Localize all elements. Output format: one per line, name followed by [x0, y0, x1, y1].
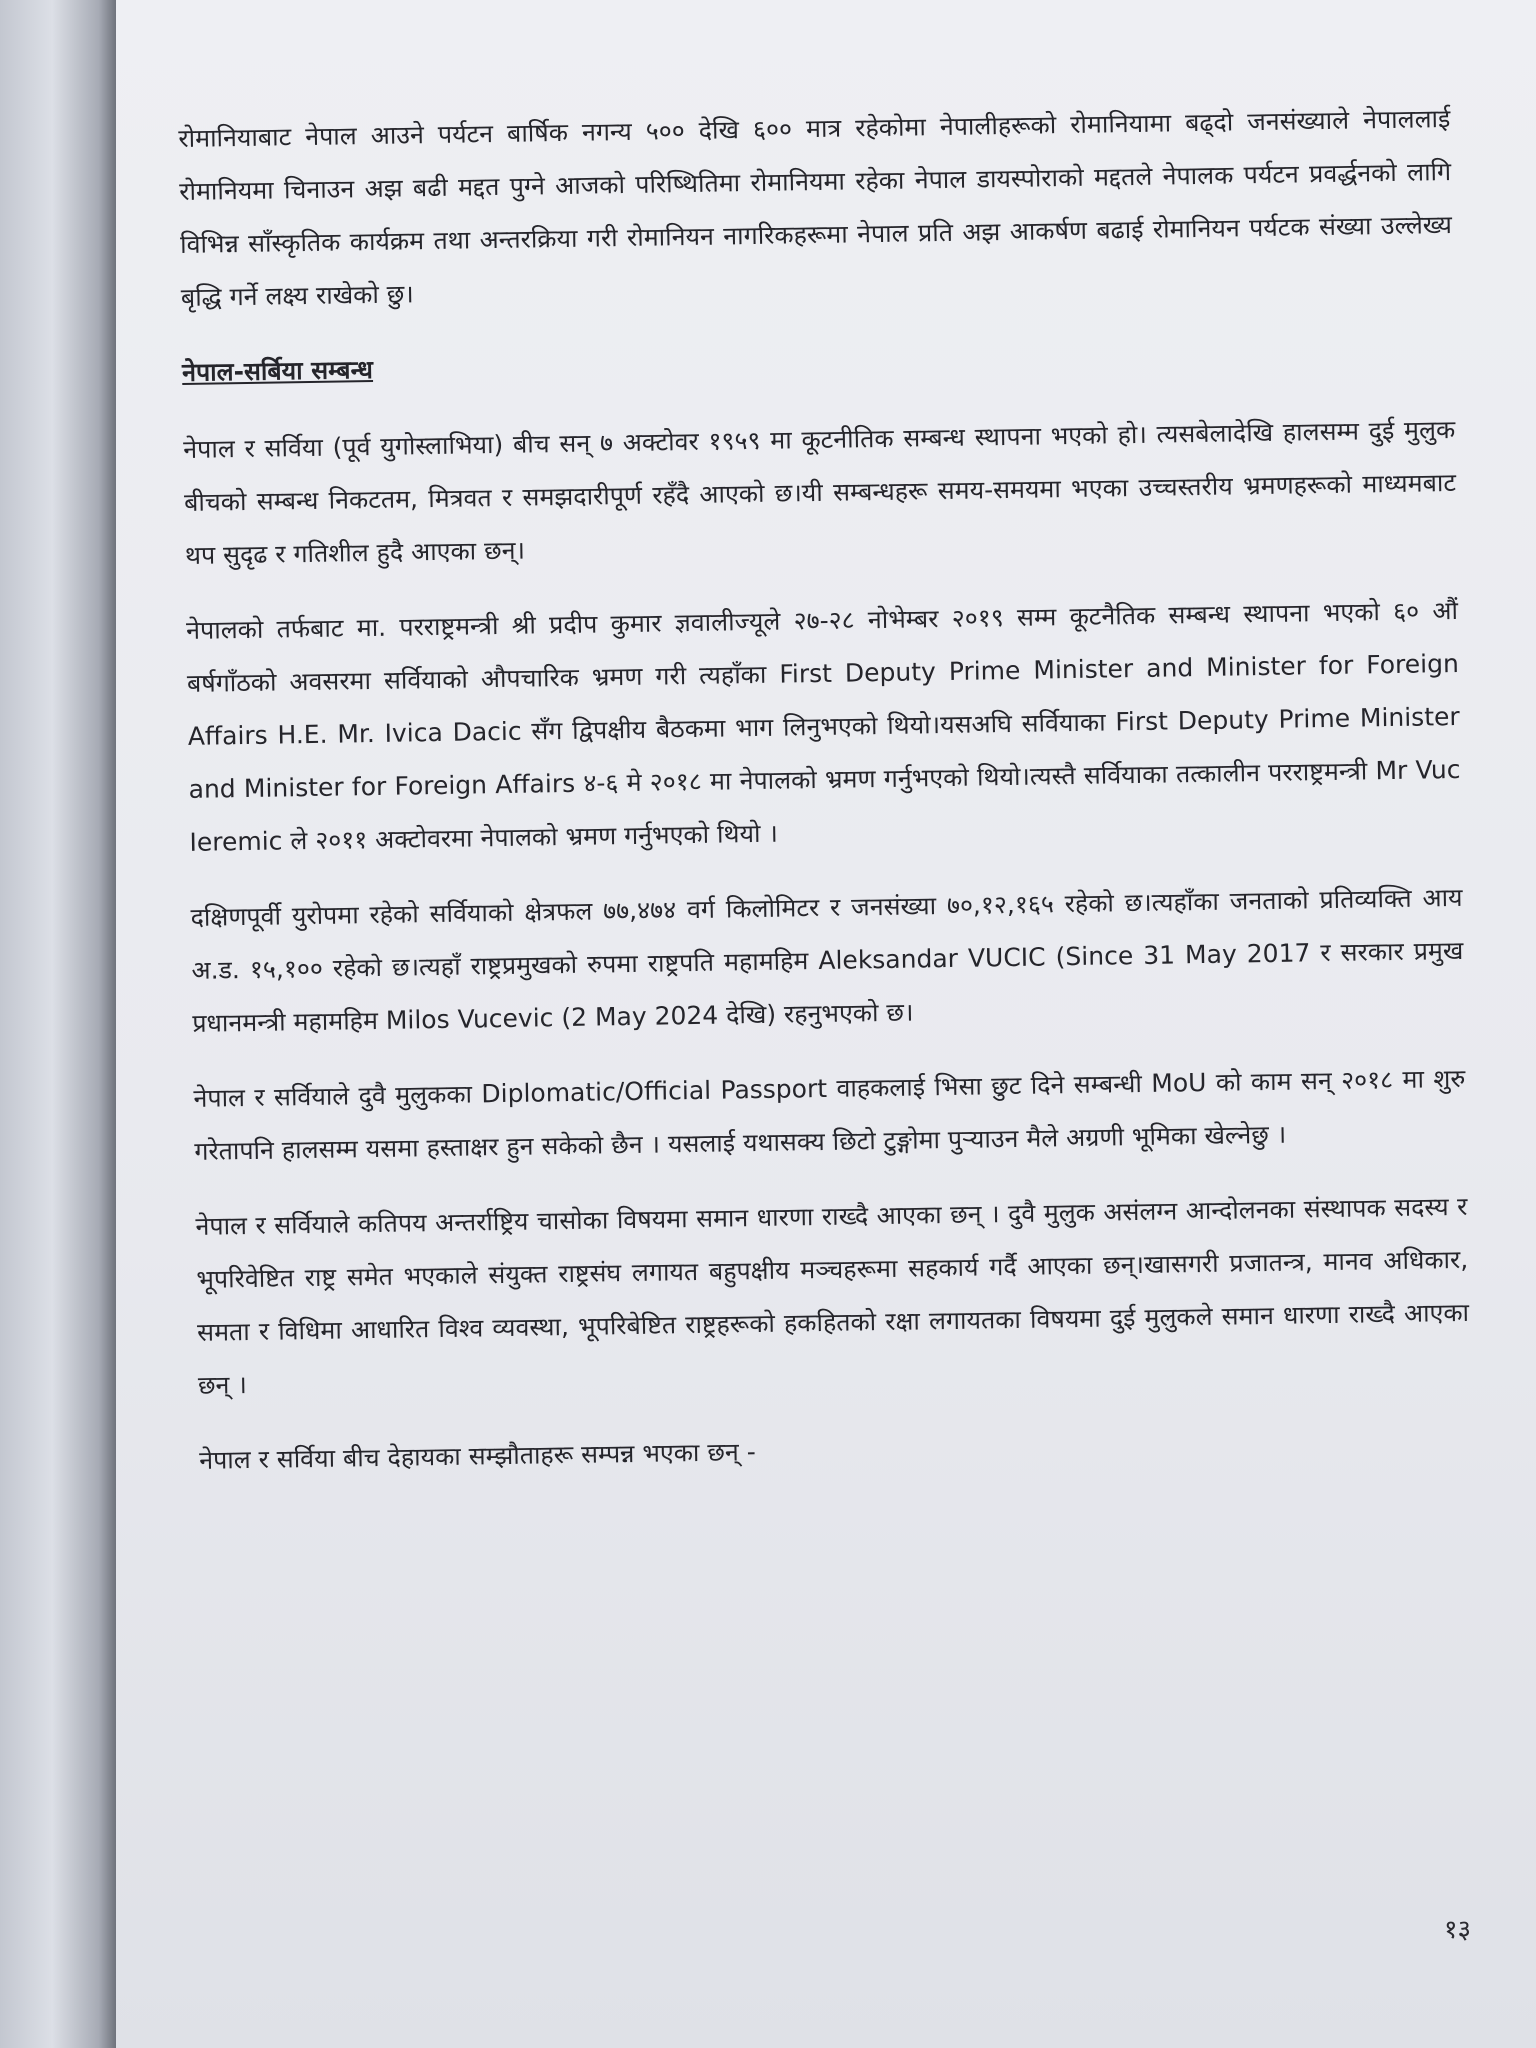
paragraph-serbia-facts: दक्षिणपूर्वी युरोपमा रहेको सर्वियाको क्षेत्रफल ७७,४७४ वर्ग किलोमिटर र जनसंख्या ७०,१२,१६५ रहेको छ।त्यहाँका जनताको प्रतिव्यक्ति आय अ.ड. १५,१०० रहेको छ।त्यहाँ राष्ट्रप्रमुखको रुपमा राष्ट्रपति महामहिम Aleksandar VUCIC (Since 31 May 2017 र सरकार प्रमुख प्रधानमन्त्री महामहिम Milos Vucevic (2 May 2024 देखि) रहनुभएको छ। — [190, 882, 1464, 1038]
paragraph-romania-tourism: रोमानियाबाट नेपाल आउने पर्यटन बार्षिक नगन्य ५०० देखि ६०० मात्र रहेकोमा नेपालीहरूको रोमानियामा बढ्दो जनसंख्याले नेपाललाई रोमानियमा चिनाउन अझ बढी मद्दत पुग्ने आजको परिष्थितिमा रोमानियमा रहेका नेपाल डायस्पोराको मद्दतले नेपालक पर्यटन प्रवर्द्धनको लागि विभिन्न साँस्कृतिक कार्यक्रम तथा अन्तरक्रिया गरी रोमानियन नागरिकहरूमा नेपाल प्रति अझ आकर्षण बढाई रोमानियन पर्यटक संख्या उल्लेख्य बृद्धि गर्ने लक्ष्य राखेको छु। — [178, 104, 1453, 312]
page-content — [178, 92, 1472, 1509]
page-number: १३ — [1444, 1915, 1472, 1945]
paragraph-agreements-intro: नेपाल र सर्विया बीच देहायका सम्झौताहरू सम्पन्न भएका छन् - — [198, 1437, 756, 1475]
paragraph-diplomatic-relations: नेपाल र सर्विया (पूर्व युगोस्लाभिया) बीच सन् ७ अक्टोवर १९५९ मा कूटनीतिक सम्बन्ध स्थापना भएको हो। त्यसबेलादेखि हालसम्म दुई मुलुक बीचको सम्बन्ध निकटतम, मित्रवत र समझदारीपूर्ण रहँदै आएको छ।यी सम्बन्धहरू समय-समयमा भएका उच्चस्तरीय भ्रमणहरूको माध्यमबाट थप सुदृढ र गतिशील हुदै आएका छन्। — [183, 414, 1457, 570]
book-spine — [0, 0, 116, 2048]
section-heading-nepal-serbia: नेपाल-सर्बिया सम्बन्ध — [181, 354, 374, 387]
paragraph-visa-mou: नेपाल र सर्वियाले दुवै मुलुकका Diplomatic/Official Passport वाहकलाई भिसा छुट दिने सम्बन्धी MoU को काम सन् २०१८ मा शुरु गरेतापनि हालसम्म यसमा हस्ताक्षर हुन सकेको छैन । यसलाई यथासक्य छिटो टुङ्गोमा पुऱ्याउन मैले अग्रणी भूमिका खेल्नेछु । — [193, 1063, 1466, 1166]
paragraph-multilateral: नेपाल र सर्वियाले कतिपय अन्तर्राष्ट्रिय चासोका विषयमा समान धारणा राख्दै आएका छन् । दुवै मुलुक असंलग्न आन्दोलनका संस्थापक सदस्य र भूपरिवेष्टित राष्ट्र समेत भएकाले संयुक्त राष्ट्रसंघ लगायत बहुपक्षीय मञ्चहरूमा सहकार्य गर्दै आएका छन्।खासगरी प्रजातन्त्र, मानव अधिकार, समता र विधिमा आधारित विश्व व्यवस्था, भूपरिबेष्टित राष्ट्रहरूको हकहितको रक्षा लगायतका विषयमा दुई मुलुकले समान धारणा राख्दै आएका छन् । — [195, 1191, 1470, 1400]
paragraph-visits: नेपालको तर्फबाट मा. परराष्ट्रमन्त्री श्री प्रदीप कुमार ज्ञवालीज्यूले २७-२८ नोभेम्बर २०१९ सम्म कूटनैतिक सम्बन्ध स्थापना भएको ६० औं बर्षगाँठको अवसरमा सर्वियाको औपचारिक भ्रमण गरी त्यहाँका First Deputy Prime Minister and Minister for Foreign Affairs H.E. Mr. Ivica Dacic सँग द्विपक्षीय बैठकमा भाग लिनुभएको थियो।यसअघि सर्वियाका First Deputy Prime Minister and Minister for Foreign Affairs ४-६ मे २०१८ मा नेपालको भ्रमण गर्नुभएको थियो।त्यस्तै सर्वियाका तत्कालीन परराष्ट्रमन्त्री Mr Vuc Ieremic ले २०११ अक्टोवरमा नेपालको भ्रमण गर्नुभएको थियो । — [185, 595, 1461, 857]
